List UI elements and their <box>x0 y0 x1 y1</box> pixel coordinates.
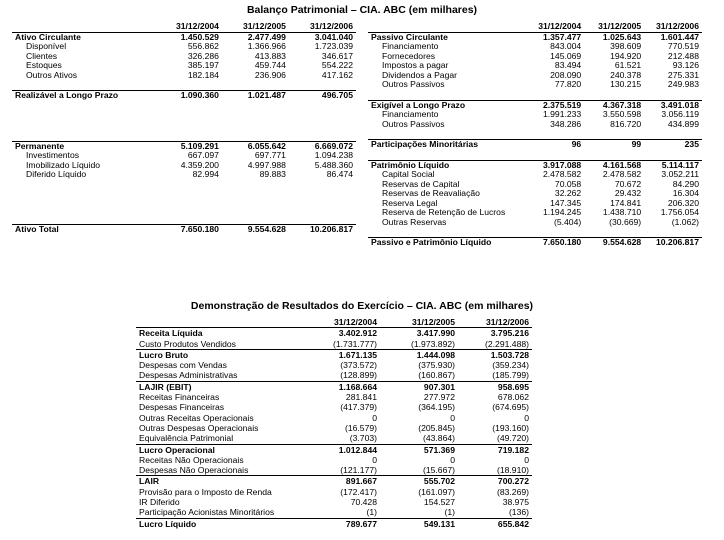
ativo-row <box>12 61 356 71</box>
passivo-row <box>368 208 702 218</box>
dre-year-header: 31/12/2006 <box>458 317 532 328</box>
ativo-row <box>12 52 356 62</box>
passivo-row <box>368 71 702 81</box>
passivo-spacer-row <box>368 90 702 101</box>
passivo-row-label: Impostos a pagar <box>382 61 449 70</box>
dre-row-value: 154.527 <box>423 497 455 508</box>
passivo-row-value: 145.069 <box>550 51 582 61</box>
passivo-row-label: Outros Passivos <box>382 80 445 89</box>
passivo-row-value: 3.917.088 <box>518 160 584 170</box>
passivo-row-value: 99 <box>584 140 644 150</box>
dre-row <box>136 423 532 433</box>
dre-row <box>136 402 532 412</box>
ativo-row-value: 4.359.200 <box>180 160 219 170</box>
ativo-header-row <box>12 22 356 32</box>
dre-row-label: Outras Despesas Operacionais <box>139 422 259 433</box>
passivo-row <box>368 180 702 190</box>
dre-row-value: 678.062 <box>497 392 529 403</box>
ativo-spacer-row <box>12 180 356 225</box>
dre-row-label: Lucro Operacional <box>136 444 302 455</box>
ativo-row-value: 1.450.529 <box>180 32 219 42</box>
passivo-row-value: 3.550.598 <box>602 110 642 119</box>
dre-row-value: (136) <box>508 507 529 518</box>
dre-year-header: 31/12/2005 <box>380 317 458 328</box>
passivo-row-value: 2.375.519 <box>518 100 584 110</box>
passivo-row-value: 3.052.211 <box>661 170 699 179</box>
dre-row-value: (43.864) <box>422 433 455 444</box>
passivo-row-value: 249.983 <box>667 80 699 89</box>
ativo-row-value: 6.669.072 <box>289 141 356 151</box>
passivo-row-value: 1.601.447 <box>660 32 699 42</box>
dre-row-label: Despesas Financeiras <box>139 402 225 413</box>
ativo-row-label: Diferido Líquido <box>26 170 87 179</box>
dre-row <box>136 444 532 455</box>
ativo-row <box>12 141 356 151</box>
ativo-row-value: 346.617 <box>321 51 353 61</box>
dre-row-label: Despesas com Vendas <box>139 360 227 371</box>
passivo-row <box>368 52 702 62</box>
passivo-row-label: Outras Reservas <box>382 217 447 227</box>
passivo-header-blank <box>368 22 518 32</box>
dre-row <box>136 381 532 392</box>
passivo-row-value: 70.672 <box>614 179 642 189</box>
passivo-row-value: 4.161.568 <box>584 160 644 170</box>
passivo-row-value: 84.290 <box>672 179 699 189</box>
dre-row-value: (373.572) <box>340 360 377 371</box>
dre-row-value: (1) <box>366 507 377 518</box>
passivo-row-value: 3.491.018 <box>644 100 702 110</box>
ativo-row-value: 417.162 <box>321 70 353 80</box>
ativo-row-value: 3.041.040 <box>314 32 353 42</box>
passivo-row-value: 348.286 <box>550 119 582 129</box>
passivo-row-value: (1.062) <box>671 217 699 227</box>
ativo-row-value: 326.286 <box>187 51 219 61</box>
passivo-row-value: 32.262 <box>554 189 582 198</box>
dre-row <box>136 328 532 339</box>
ativo-header-blank <box>12 22 159 32</box>
dre-row <box>136 433 532 444</box>
passivo-row <box>368 170 702 180</box>
dre-row <box>136 476 532 487</box>
passivo-row-value: 9.554.628 <box>584 238 644 248</box>
ativo-row-value: 667.097 <box>187 151 219 160</box>
dre-row-value: (417.379) <box>340 402 377 413</box>
passivo-row-value: (30.669) <box>609 217 642 227</box>
ativo-row-value: 1.094.238 <box>314 151 353 160</box>
ativo-row <box>12 161 356 171</box>
ativo-row-value: 496.705 <box>289 91 356 101</box>
dre-row-value: 549.131 <box>380 518 458 529</box>
ativo-year-header: 31/12/2004 <box>159 22 222 32</box>
ativo-spacer <box>12 101 356 142</box>
dre-row-value: 719.182 <box>458 444 532 455</box>
passivo-header-row <box>368 22 702 32</box>
dre-row <box>136 455 532 465</box>
ativo-row <box>12 224 356 234</box>
dre-row-value: 907.301 <box>380 381 458 392</box>
dre-row-value: 891.667 <box>302 476 380 487</box>
passivo-spacer-row <box>368 129 702 140</box>
ativo-row-label: Ativo Total <box>12 224 159 234</box>
passivo-row <box>368 189 702 199</box>
passivo-row-value: 174.841 <box>610 198 642 208</box>
passivo-row <box>368 110 702 120</box>
dre-row-label: Lucro Líquido <box>136 518 302 529</box>
passivo-row-value: 130.215 <box>610 80 642 89</box>
ativo-row-value: 459.744 <box>254 61 286 70</box>
passivo-row-value: 5.114.117 <box>644 160 702 170</box>
dre-row-value: (1.731.777) <box>333 338 377 349</box>
ativo-row-value: 1.021.487 <box>222 91 289 101</box>
dre-row-value: 3.402.912 <box>338 328 377 339</box>
dre-row-value: 1.168.664 <box>302 381 380 392</box>
passivo-row-value: 194.920 <box>610 51 642 61</box>
dre-row <box>136 465 532 476</box>
passivo-spacer-row <box>368 150 702 161</box>
dre-row-value: (49.720) <box>496 433 529 444</box>
dre-header-row <box>136 317 532 328</box>
passivo-row-value: 16.304 <box>672 189 699 198</box>
ativo-row-label: Estoques <box>26 61 62 70</box>
passivo-year-header: 31/12/2006 <box>644 22 702 32</box>
passivo-row <box>368 42 702 52</box>
passivo-row-label: Fornecedores <box>382 51 436 61</box>
ativo-spacer <box>12 180 356 225</box>
passivo-row-value: 208.090 <box>550 70 582 80</box>
passivo-row-value: 212.488 <box>667 51 699 61</box>
passivo-row <box>368 238 702 248</box>
passivo-row-value: (5.404) <box>553 217 582 227</box>
dre-row <box>136 518 532 529</box>
dre-row-value: 0 <box>524 454 529 465</box>
passivo-spacer <box>368 129 702 140</box>
passivo-row-label: Financiamento <box>382 42 439 51</box>
passivo-row-value: 1.194.245 <box>542 208 582 217</box>
dre-row-value: 789.677 <box>302 518 380 529</box>
passivo-row-value: 240.378 <box>610 70 642 80</box>
passivo-row-value: 93.126 <box>672 61 699 70</box>
ativo-spacer-row <box>12 101 356 142</box>
ativo-row <box>12 170 356 180</box>
dre-row-label: Receita Líquida <box>139 328 203 339</box>
balanco-title: Balanço Patrimonial – CIA. ABC (em milhares) <box>246 4 478 16</box>
dre-row-value: 281.841 <box>345 392 377 403</box>
dre-row-value: 1.444.098 <box>380 349 458 360</box>
dre-row-value: 0 <box>450 454 455 465</box>
passivo-row-label: Exigível a Longo Prazo <box>368 100 518 110</box>
ativo-row-value: 385.197 <box>187 61 219 70</box>
passivo-row-value: 434.899 <box>667 119 699 129</box>
dre-row <box>136 349 532 360</box>
dre-row <box>136 360 532 370</box>
dre-row-value: (1.973.892) <box>411 338 455 349</box>
passivo-spacer-row <box>368 227 702 238</box>
ativo-row <box>12 151 356 161</box>
dre-row-value: 700.272 <box>458 476 532 487</box>
passivo-row-value: 96 <box>518 140 584 150</box>
dre-row-label: Receitas Não Operacionais <box>139 454 244 465</box>
ativo-row-value: 697.771 <box>254 151 286 160</box>
dre-row-value: 0 <box>372 412 377 423</box>
dre-row-value: (83.269) <box>496 486 529 497</box>
passivo-row-label: Outros Passivos <box>382 119 445 129</box>
passivo-row-value: 235 <box>644 140 702 150</box>
passivo-row <box>368 61 702 71</box>
passivo-row-value: 1.991.233 <box>542 110 582 119</box>
passivo-row <box>368 120 702 130</box>
dre-row-value: 3.795.216 <box>490 328 529 339</box>
dre-row-label: IR Diferido <box>139 497 180 508</box>
ativo-row-value: 556.862 <box>187 42 219 51</box>
ativo-row <box>12 42 356 52</box>
dre-row-value: (205.845) <box>418 422 455 433</box>
passivo-row-value: 770.519 <box>667 42 699 51</box>
ativo-row-value: 1.723.039 <box>314 42 353 51</box>
dre-row-value: 0 <box>450 412 455 423</box>
ativo-row <box>12 71 356 81</box>
ativo-row-value: 4.997.988 <box>247 160 286 170</box>
ativo-row <box>12 91 356 101</box>
ativo-row-value: 5.109.291 <box>159 141 222 151</box>
passivo-row-value: 206.320 <box>667 198 699 208</box>
ativo-row-label: Realizável a Longo Prazo <box>12 91 159 101</box>
ativo-row-label: Ativo Circulante <box>15 32 81 42</box>
passivo-row-label: Passivo e Patrimônio Líquido <box>368 238 518 248</box>
ativo-row-value: 10.206.817 <box>289 224 356 234</box>
dre-row-label: Custo Produtos Vendidos <box>139 338 236 349</box>
passivo-row-value: 816.720 <box>610 119 642 129</box>
dre-row-value: (375.930) <box>418 360 455 371</box>
passivo-table <box>368 22 702 248</box>
passivo-row <box>368 199 702 209</box>
ativo-row-value: 6.055.642 <box>222 141 289 151</box>
ativo-row-value: 9.554.628 <box>222 224 289 234</box>
passivo-row-value: 61.521 <box>614 61 642 70</box>
passivo-row-value: 10.206.817 <box>644 238 702 248</box>
passivo-row-label: Reserva de Retenção de Lucros <box>382 208 506 217</box>
passivo-row-value: 843.004 <box>550 42 582 51</box>
ativo-row-value: 413.883 <box>254 51 286 61</box>
dre-row-label: LAJIR (EBIT) <box>136 381 302 392</box>
passivo-row-label: Patrimônio Líquido <box>368 160 518 170</box>
ativo-row-label: Outros Ativos <box>26 70 78 80</box>
dre-row-value: (674.695) <box>492 402 529 413</box>
passivo-row-value: 1.357.477 <box>542 32 582 42</box>
passivo-spacer <box>368 90 702 101</box>
dre-table <box>136 317 532 529</box>
passivo-row-value: 2.478.582 <box>542 170 582 179</box>
ativo-year-header: 31/12/2006 <box>289 22 356 32</box>
ativo-row-label: Imobilizado Líquido <box>26 160 101 170</box>
passivo-row-label: Dividendos a Pagar <box>382 70 458 80</box>
dre-row-value: 38.975 <box>502 497 529 508</box>
passivo-row-value: 1.756.054 <box>660 208 699 217</box>
passivo-row-value: 70.058 <box>554 179 582 189</box>
dre-row-value: (364.195) <box>418 402 455 413</box>
passivo-row <box>368 80 702 90</box>
passivo-row-value: 3.056.119 <box>661 110 699 119</box>
passivo-year-header: 31/12/2004 <box>518 22 584 32</box>
dre-row-value: (359.234) <box>492 360 529 371</box>
dre-row-value: (160.867) <box>418 370 455 381</box>
dre-row-value: (185.799) <box>492 370 529 381</box>
ativo-row-value: 1.090.360 <box>159 91 222 101</box>
dre-row-label: Lucro Bruto <box>136 349 302 360</box>
dre-row-label: Equivalência Patrimonial <box>139 433 234 444</box>
ativo-table <box>12 22 356 234</box>
ativo-row-value: 182.184 <box>187 70 219 80</box>
ativo-row-label: Disponível <box>26 42 67 51</box>
dre-header-blank <box>136 317 302 328</box>
ativo-row <box>12 32 356 42</box>
passivo-row-value: 77.820 <box>554 80 582 89</box>
ativo-row-value: 86.474 <box>326 170 353 179</box>
passivo-row-value: 1.025.643 <box>602 32 642 42</box>
dre-title: Demonstração de Resultados do Exercício – CIA. ABC (em milhares) <box>190 300 534 312</box>
passivo-row-value: 4.367.318 <box>584 100 644 110</box>
passivo-row-value: 29.432 <box>614 189 642 198</box>
ativo-row-value: 554.222 <box>321 61 353 70</box>
ativo-row-value: 1.366.966 <box>247 42 286 51</box>
ativo-row-label: Permanente <box>12 141 159 151</box>
ativo-row-value: 82.994 <box>192 170 219 179</box>
ativo-row-label: Clientes <box>26 51 58 61</box>
dre-row-value: 0 <box>524 412 529 423</box>
passivo-row <box>368 100 702 110</box>
ativo-row-value: 5.488.360 <box>314 160 353 170</box>
dre-row-label: Outras Receitas Operacionais <box>139 412 254 423</box>
ativo-row-label: Investimentos <box>26 151 80 160</box>
dre-row-label: Receitas Financeiras <box>139 392 220 403</box>
dre-row <box>136 339 532 350</box>
dre-row-label: LAIR <box>136 476 302 487</box>
dre-row-value: 571.369 <box>380 444 458 455</box>
dre-row-value: 1.503.728 <box>458 349 532 360</box>
ativo-row-value: 236.906 <box>254 70 286 80</box>
dre-row <box>136 392 532 402</box>
passivo-row-value: 147.345 <box>550 198 582 208</box>
passivo-row <box>368 160 702 170</box>
passivo-row <box>368 218 702 228</box>
dre-row-value: 1.012.844 <box>302 444 380 455</box>
passivo-row-label: Passivo Circulante <box>371 32 448 42</box>
dre-row-value: 1.671.135 <box>302 349 380 360</box>
ativo-row-value: 89.883 <box>259 170 286 179</box>
dre-row-value: (172.417) <box>340 486 377 497</box>
ativo-row-value: 2.477.499 <box>247 32 286 42</box>
dre-row-label: Despesas Administrativas <box>139 370 238 381</box>
dre-row-value: 655.842 <box>458 518 532 529</box>
dre-row-value: (18.910) <box>496 465 529 476</box>
dre-row-value: 3.417.990 <box>416 328 455 339</box>
ativo-spacer-row <box>12 80 356 91</box>
dre-row-value: (193.160) <box>492 422 529 433</box>
passivo-row-value: 275.331 <box>667 70 699 80</box>
passivo-row-value: 398.609 <box>610 42 642 51</box>
dre-row <box>136 507 532 518</box>
dre-row-value: (3.703) <box>349 433 377 444</box>
passivo-row-label: Financiamento <box>382 110 439 119</box>
dre-row-value: 70.428 <box>350 497 377 508</box>
passivo-row-label: Reserva Legal <box>382 198 438 208</box>
passivo-spacer <box>368 227 702 238</box>
passivo-spacer <box>368 150 702 161</box>
dre-row <box>136 370 532 381</box>
dre-row-value: 277.972 <box>423 392 455 403</box>
dre-row-value: 958.695 <box>458 381 532 392</box>
dre-row-value: (15.667) <box>422 465 455 476</box>
passivo-row-value: 83.494 <box>554 61 582 70</box>
dre-row <box>136 497 532 507</box>
dre-row-value: (121.177) <box>340 465 377 476</box>
passivo-row-label: Reservas de Capital <box>382 179 460 189</box>
passivo-row-value: 7.650.180 <box>518 238 584 248</box>
ativo-spacer <box>12 80 356 91</box>
dre-row-value: 555.702 <box>380 476 458 487</box>
dre-row-value: (128.899) <box>340 370 377 381</box>
passivo-row-label: Reservas de Reavaliação <box>382 189 480 198</box>
passivo-row-value: 1.438.710 <box>602 208 642 217</box>
dre-row <box>136 413 532 423</box>
dre-row-value: (161.097) <box>418 486 455 497</box>
dre-row-value: (16.579) <box>344 422 377 433</box>
dre-row-label: Despesas Não Operacionais <box>139 465 249 476</box>
passivo-year-header: 31/12/2005 <box>584 22 644 32</box>
ativo-row-value: 7.650.180 <box>159 224 222 234</box>
dre-row-value: 0 <box>372 454 377 465</box>
passivo-row-label: Participações Minoritárias <box>368 140 518 150</box>
dre-row <box>136 487 532 497</box>
dre-row-value: (1) <box>444 507 455 518</box>
dre-row-value: (2.291.488) <box>485 338 529 349</box>
dre-row-label: Provisão para o Imposto de Renda <box>139 486 272 497</box>
dre-year-header: 31/12/2004 <box>302 317 380 328</box>
ativo-year-header: 31/12/2005 <box>222 22 289 32</box>
passivo-row-value: 2.478.582 <box>602 170 642 179</box>
dre-row-label: Participação Acionistas Minoritários <box>139 507 275 518</box>
passivo-row <box>368 140 702 150</box>
passivo-row <box>368 32 702 42</box>
passivo-row-label: Capital Social <box>382 170 435 179</box>
